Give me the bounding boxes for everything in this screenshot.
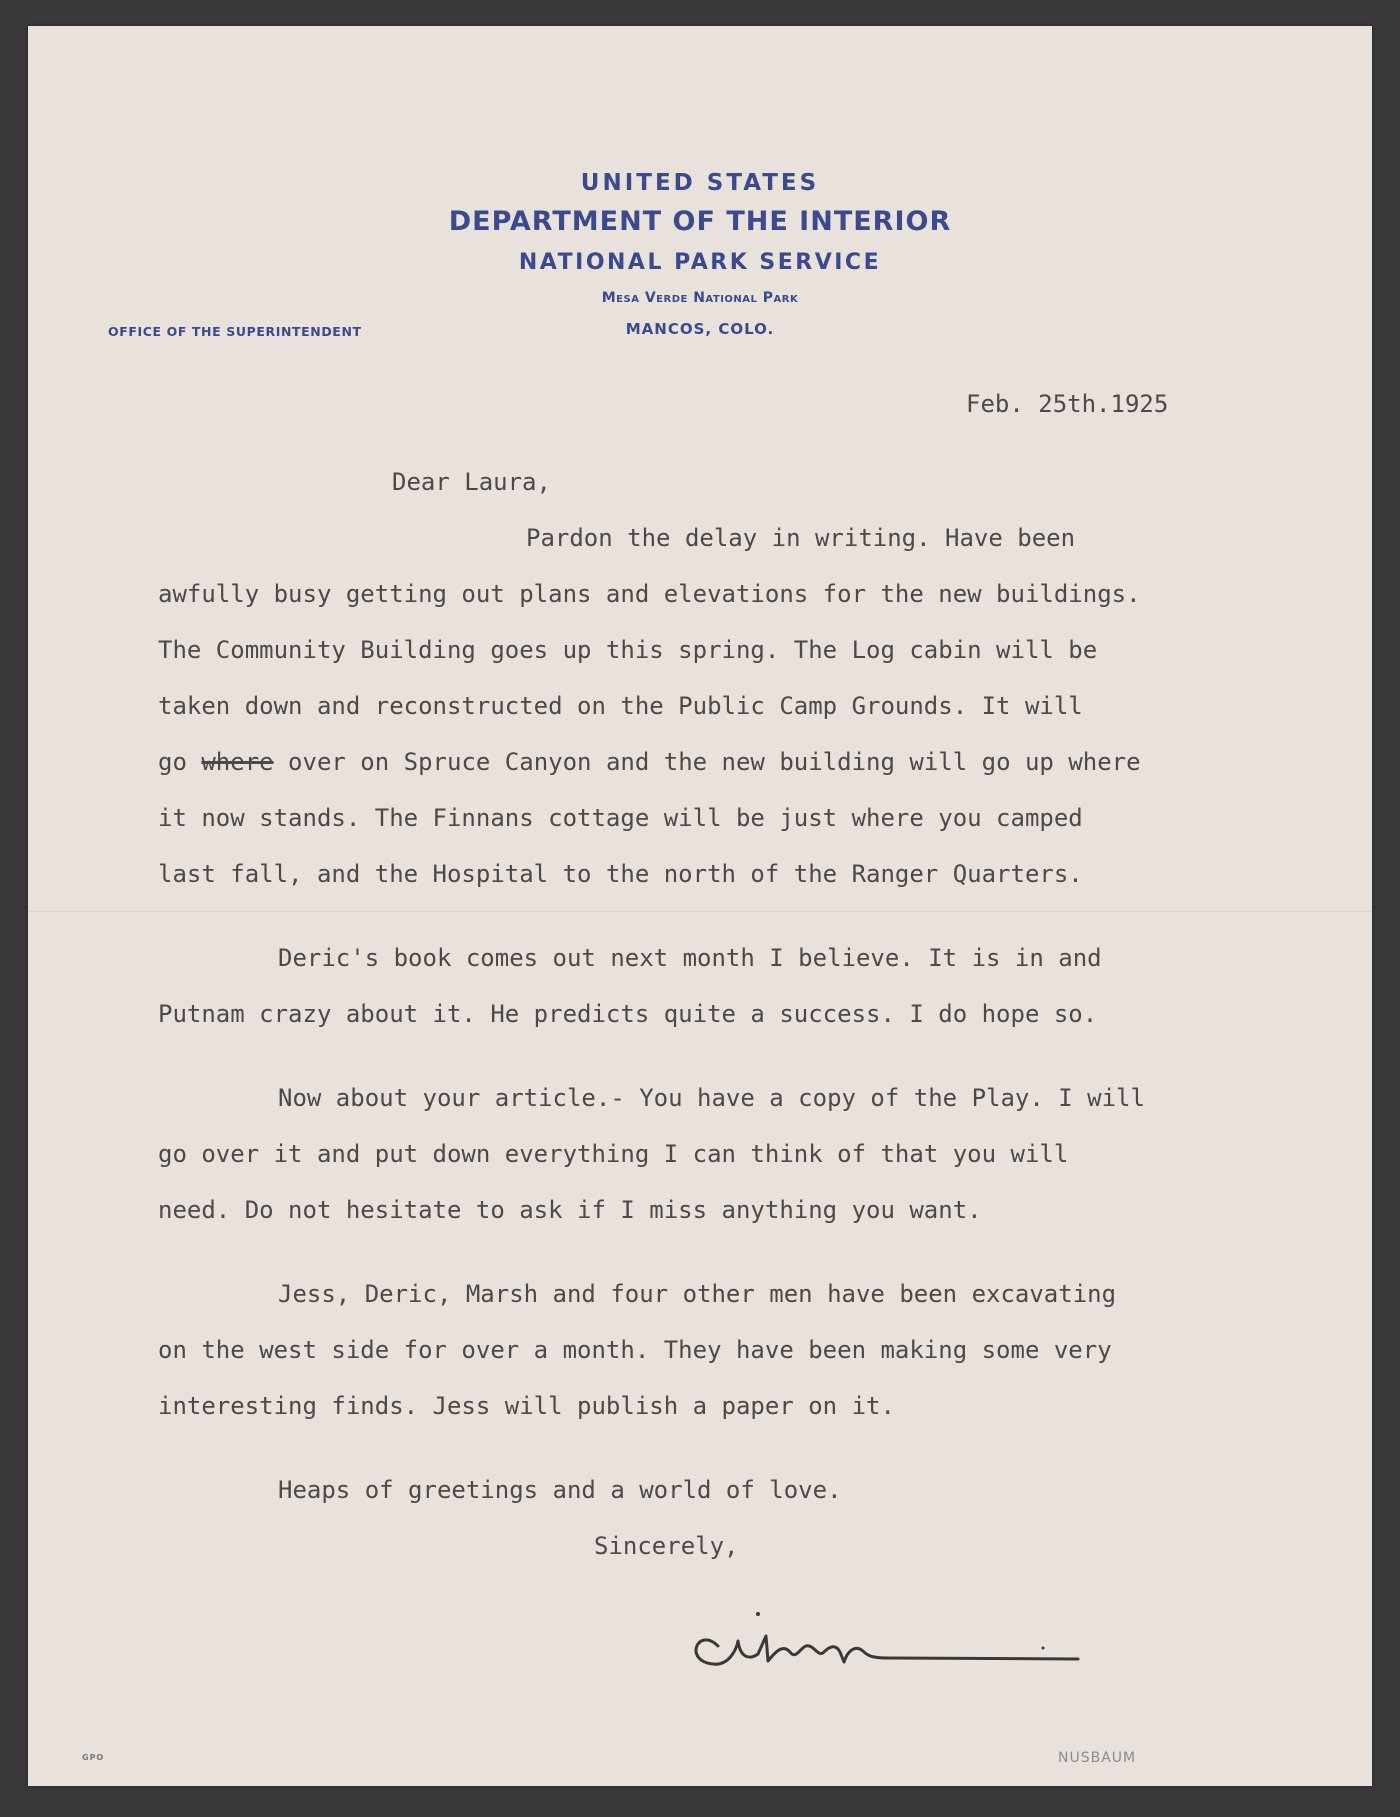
letterhead-line-1: UNITED STATES [580,170,820,196]
paragraph-3-line-3: need. Do not hesitate to ask if I miss anything you want. [158,1196,982,1224]
letter-date: Feb. 25th.1925 [966,390,1169,418]
letterhead-location: MANCOS, COLO. [625,320,775,338]
letterhead-department: DEPARTMENT OF THE INTERIOR [448,206,952,237]
salutation: Dear Laura, [392,468,551,496]
paragraph-2-line-1: Deric's book comes out next month I believe. It is in and [278,944,1102,972]
archive-stamp: NUSBAUM [1058,1750,1137,1766]
paragraph-1-line-3: The Community Building goes up this spring. The Log cabin will be [158,636,1098,664]
paragraph-1-line-5 [158,748,1141,776]
line-5-end: over on Spruce Canyon and the new building will go up where [273,748,1141,776]
paragraph-3-line-1: Now about your article.- You have a copy of the Play. I will [278,1084,1145,1112]
paragraph-4-line-3: interesting finds. Jess will publish a paper on it. [158,1392,895,1420]
paragraph-1-line-4: taken down and reconstructed on the Public Camp Grounds. It will [158,692,1083,720]
paragraph-2-line-2: Putnam crazy about it. He predicts quite a success. I do hope so. [158,1000,1098,1028]
letterhead-office: OFFICE OF THE SUPERINTENDENT [108,324,362,339]
letterhead-park: Mesa Verde National Park [601,290,799,306]
paragraph-1-line-7: last fall, and the Hospital to the north of the Ranger Quarters. [158,860,1083,888]
handwritten-signature [688,1606,1118,1676]
paper-fold [28,911,1372,913]
closing-line: Heaps of greetings and a world of love. [278,1476,842,1504]
printer-mark: GPO [82,1753,105,1762]
paragraph-1-line-2: awfully busy getting out plans and elevations for the new buildings. [158,580,1141,608]
letter-page [28,26,1372,1786]
paragraph-3-line-2: go over it and put down everything I can think of that you will [158,1140,1069,1168]
paragraph-1-line-1: Pardon the delay in writing. Have been [526,524,1076,552]
paragraph-1-line-6: it now stands. The Finnans cottage will be just where you camped [158,804,1083,832]
paragraph-4-line-2: on the west side for over a month. They have been making some very [158,1336,1112,1364]
letterhead-service: NATIONAL PARK SERVICE [518,250,882,275]
valediction: Sincerely, [594,1532,739,1560]
line-5-start: go [158,748,202,776]
paragraph-4-line-1: Jess, Deric, Marsh and four other men have been excavating [278,1280,1117,1308]
struck-out-word: where [201,748,274,776]
